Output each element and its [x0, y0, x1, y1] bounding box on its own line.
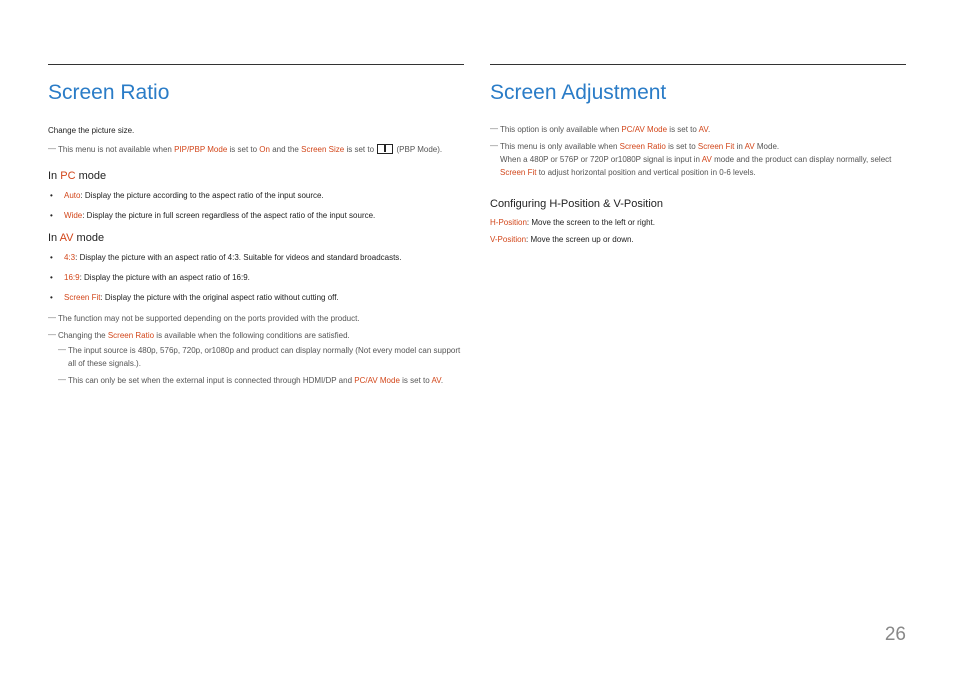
screen-ratio-section: [48, 64, 464, 387]
section-rule: [490, 64, 906, 65]
sub-note-hdmi-dp: ― This can only be set when the external input is connected through HDMI/DP and PC/AV Mode is set to AV.: [58, 375, 444, 385]
note-screen-fit: ― This menu is only available when Screen Ratio is set to Screen Fit in AV Mode. When a 480P or 576P or 720P or1080P signal is input in AV mode and the product can display normally, select Screen Fit to adjust horizontal position and vertical position in 0-6 levels.: [490, 141, 892, 177]
list-item-auto: • Auto: Display the picture according to the aspect ratio of the input source.: [50, 191, 324, 200]
pbp-mode-icon: [377, 144, 393, 154]
av-mode-heading: In AV mode: [48, 232, 105, 244]
pc-mode-list: [48, 190, 464, 222]
pip-pbp-mode-ref: PIP/PBP Mode: [174, 145, 228, 154]
pc-mode-heading: In PC mode: [48, 170, 107, 182]
page-title-screen-ratio: Screen Ratio: [48, 81, 170, 104]
h-position-item: H-Position: Move the screen to the left or right.: [490, 218, 655, 227]
v-position-item: V-Position: Move the screen up or down.: [490, 235, 634, 244]
list-item-16-9: • 16:9: Display the picture with an aspect ratio of 16:9.: [50, 273, 250, 282]
bullet: •: [50, 293, 53, 302]
av-mode-list: [48, 252, 464, 304]
sub-note-input-source: ― The input source is 480p, 576p, 720p, or1080p and product can display normally (Not every model can support all of these signals.).: [58, 345, 461, 368]
section-rule: [48, 64, 464, 65]
screen-adjustment-section: [490, 64, 906, 246]
intro-text: Change the picture size.: [48, 126, 135, 135]
page-title-screen-adjustment: Screen Adjustment: [490, 81, 667, 104]
list-item-4-3: • 4:3: Display the picture with an aspect ratio of 4:3. Suitable for videos and standard broadcasts.: [50, 253, 402, 262]
screen-size-ref: Screen Size: [301, 145, 345, 154]
bullet: •: [50, 211, 53, 220]
list-item-screen-fit: • Screen Fit: Display the picture with the original aspect ratio without cutting off.: [50, 293, 339, 302]
bullet: •: [50, 191, 53, 200]
list-item-wide: • Wide: Display the picture in full screen regardless of the aspect ratio of the input source.: [50, 211, 376, 220]
note-changing-ratio: ― Changing the Screen Ratio is available when the following conditions are satisfied.: [48, 330, 350, 340]
bullet: •: [50, 253, 53, 262]
note-pc-av-mode: ― This option is only available when PC/AV Mode is set to AV.: [490, 124, 711, 134]
configuring-position-heading: Configuring H-Position & V-Position: [490, 198, 664, 210]
note-dash: ―: [48, 144, 56, 153]
note-ports: ― The function may not be supported depending on the ports provided with the product.: [48, 313, 360, 323]
bullet: •: [50, 273, 53, 282]
page-number: 26: [884, 624, 906, 645]
note-pip-pbp: ― This menu is not available when PIP/PBP Mode is set to On and the Screen Size is set to (PBP Mode).: [48, 144, 443, 154]
